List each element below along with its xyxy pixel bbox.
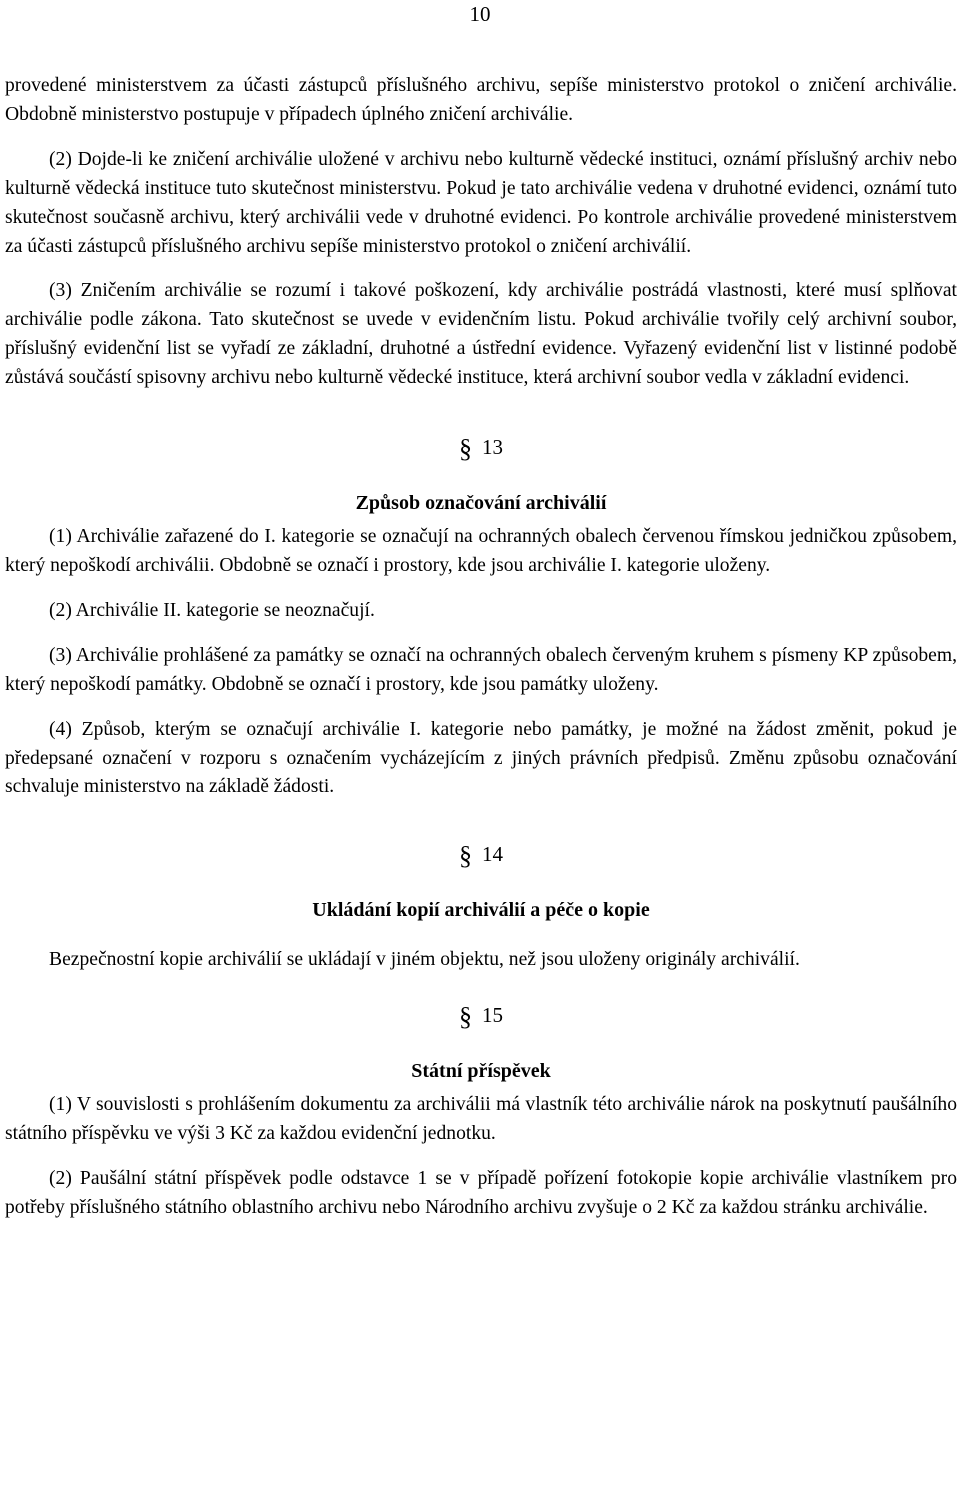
section-13-paragraph-2: (2) Archiválie II. kategorie se neoznačují. xyxy=(49,599,375,621)
section-sign-icon: § xyxy=(459,434,472,464)
section-sign-icon: § xyxy=(459,1002,472,1032)
paragraph-continued: provedené ministerstvem za účasti zástupců příslušného archivu, sepíše ministerstvo protokol o zničení archiválie. Obdobně ministerstvo postupuje v případech úplného zničení archiválie. xyxy=(5,75,957,125)
section-13-title: Způsob označování archiválií xyxy=(355,492,607,515)
section-15-title: Státní příspěvek xyxy=(411,1060,551,1083)
section-13-paragraph-4: (4) Způsob, kterým se označují archiválie I. kategorie nebo památky, je možné na žádost změnit, pokud je předepsané označení v rozporu s označením vycházejícím z jiných právních předpisů. Změnu způsobu označování schvaluje ministerstvo na základě žádosti. xyxy=(5,718,957,798)
section-13-number: 13 xyxy=(482,435,503,460)
section-13-heading xyxy=(5,433,957,463)
section-14-title: Ukládání kopií archiválií a péče o kopie xyxy=(312,899,650,922)
section-15-number: 15 xyxy=(482,1003,503,1028)
section-14-paragraph-1: Bezpečnostní kopie archiválií se ukládají v jiném objektu, než jsou uloženy originály archiválií. xyxy=(49,949,800,971)
section-sign-icon: § xyxy=(459,841,472,871)
section-14-heading xyxy=(5,840,957,870)
section-15-heading xyxy=(5,1001,957,1031)
paragraph-3: (3) Zničením archiválie se rozumí i takové poškození, kdy archiválie postrádá vlastnosti, které musí splňovat archiválie podle zákona. Tato skutečnost se uvede v evidenčním listu. Pokud archiválie tvořily celý archivní soubor, příslušný evidenční list se vyřadí ze základní, druhotné a ústřední evidence. Vyřazený evidenční list v listinné podobě zůstává součástí spisovny archivu nebo kulturně vědecké instituce, která archivní soubor vedla v základní evidenci. xyxy=(5,280,957,389)
page-number: 10 xyxy=(469,2,491,26)
section-15-paragraph-2: (2) Paušální státní příspěvek podle odstavce 1 se v případě pořízení fotokopie kopie archiválie vlastníkem pro potřeby příslušného státního oblastního archivu nebo Národního archivu zvyšuje o 2 Kč za každou stránku archiválie. xyxy=(5,1168,957,1218)
section-13-paragraph-1: (1) Archiválie zařazené do I. kategorie se označují na ochranných obalech červenou římskou jedničkou způsobem, který nepoškodí archiválii. Obdobně se označí i prostory, kde jsou archiválie I. kategorie uloženy. xyxy=(5,526,957,576)
section-15-paragraph-1: (1) V souvislosti s prohlášením dokumentu za archiválii má vlastník této archiválie nárok na poskytnutí paušálního státního příspěvku ve výši 3 Kč za každou evidenční jednotku. xyxy=(5,1094,957,1145)
section-13-paragraph-3: (3) Archiválie prohlášené za památky se označí na ochranných obalech červeným kruhem s písmeny KP způsobem, který nepoškodí památky. Obdobně se označí i prostory, kde jsou památky uloženy. xyxy=(5,644,957,695)
document-body xyxy=(5,72,957,1223)
paragraph-2: (2) Dojde-li ke zničení archiválie uložené v archivu nebo kulturně vědecké instituci, oznámí příslušný archiv nebo kulturně vědecká instituce tuto skutečnost ministerstvu. Pokud je tato archiválie vedena v druhotné evidenci, oznámí tuto skutečnost současně archivu, který archiválii vede v druhotné evidenci. Po kontrole archiválie provedené ministerstvem za účasti zástupců příslušného archivu sepíše ministerstvo protokol o zničení archiválií. xyxy=(5,148,957,257)
section-14-number: 14 xyxy=(482,842,503,867)
